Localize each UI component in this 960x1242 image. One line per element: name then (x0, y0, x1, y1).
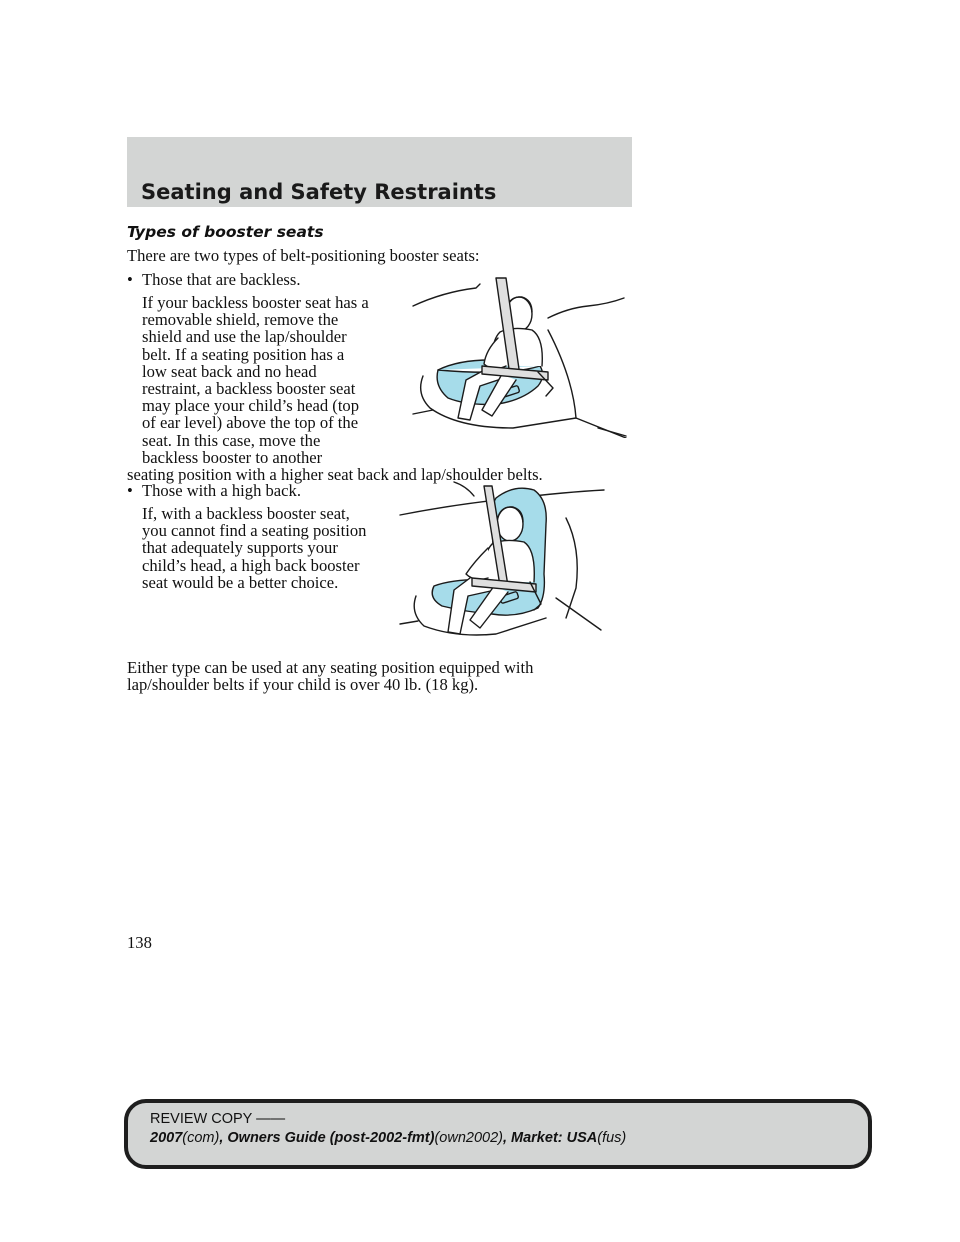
paragraph-line: seat would be a better choice. (142, 572, 339, 592)
backless-booster-illustration (398, 268, 630, 438)
section-title: Seating and Safety Restraints (141, 180, 497, 204)
paragraph-line: shield and use the lap/shoulder (142, 327, 347, 347)
page-number: 138 (127, 933, 152, 952)
paragraph-line: child’s head, a high back booster (142, 555, 360, 575)
bullet-dot: • (127, 270, 133, 289)
section-header-band (127, 137, 632, 207)
subheading: Types of booster seats (127, 223, 324, 241)
closing-paragraph (127, 659, 533, 693)
highback-booster-illustration (396, 478, 606, 648)
paragraph-line: backless booster to another (142, 447, 323, 467)
footer-market: USA (566, 1130, 598, 1146)
paragraph-line: lap/shoulder belts if your child is over 40 lb. (18 kg). (127, 675, 479, 695)
footer-code: (own2002) (434, 1130, 503, 1146)
paragraph-line: If, with a backless booster seat, (142, 504, 350, 523)
paragraph-line: belt. If a seating position has a (142, 344, 345, 364)
footer-com: (com) (182, 1130, 220, 1146)
footer-market-label: , Market: (502, 1130, 567, 1146)
paragraph-line: you cannot find a seating position (142, 521, 367, 541)
bullet-highback-label: Those with a high back. (142, 481, 301, 500)
paragraph-line: of ear level) above the top of the (142, 413, 359, 433)
footer-year: 2007 (150, 1130, 183, 1146)
footer-document-info (150, 1130, 626, 1146)
paragraph-line: may place your child’s head (top (142, 396, 360, 416)
bullet-dot: • (127, 481, 133, 500)
footer-fus: (fus) (597, 1130, 627, 1146)
bullet-backless-label: Those that are backless. (142, 270, 301, 289)
intro-paragraph: There are two types of belt-positioning booster seats: (127, 246, 480, 265)
paragraph-line: seat. In this case, move the (142, 430, 321, 450)
paragraph-line: seating position with a higher seat back and lap/shoulder belts. (127, 465, 543, 485)
paragraph-line: low seat back and no head (142, 361, 317, 381)
paragraph-line: restraint, a backless booster seat (142, 379, 356, 399)
footer-guide: , Owners Guide (post-2002-fmt) (219, 1130, 435, 1146)
highback-paragraph (142, 505, 402, 591)
review-copy-footer (124, 1099, 872, 1169)
footer-review-label: REVIEW COPY —— (150, 1111, 286, 1127)
paragraph-line: Either type can be used at any seating position equipped with (127, 658, 534, 677)
paragraph-line: If your backless booster seat has a (142, 293, 369, 312)
paragraph-line: that adequately supports your (142, 538, 338, 558)
paragraph-line: removable shield, remove the (142, 310, 339, 330)
